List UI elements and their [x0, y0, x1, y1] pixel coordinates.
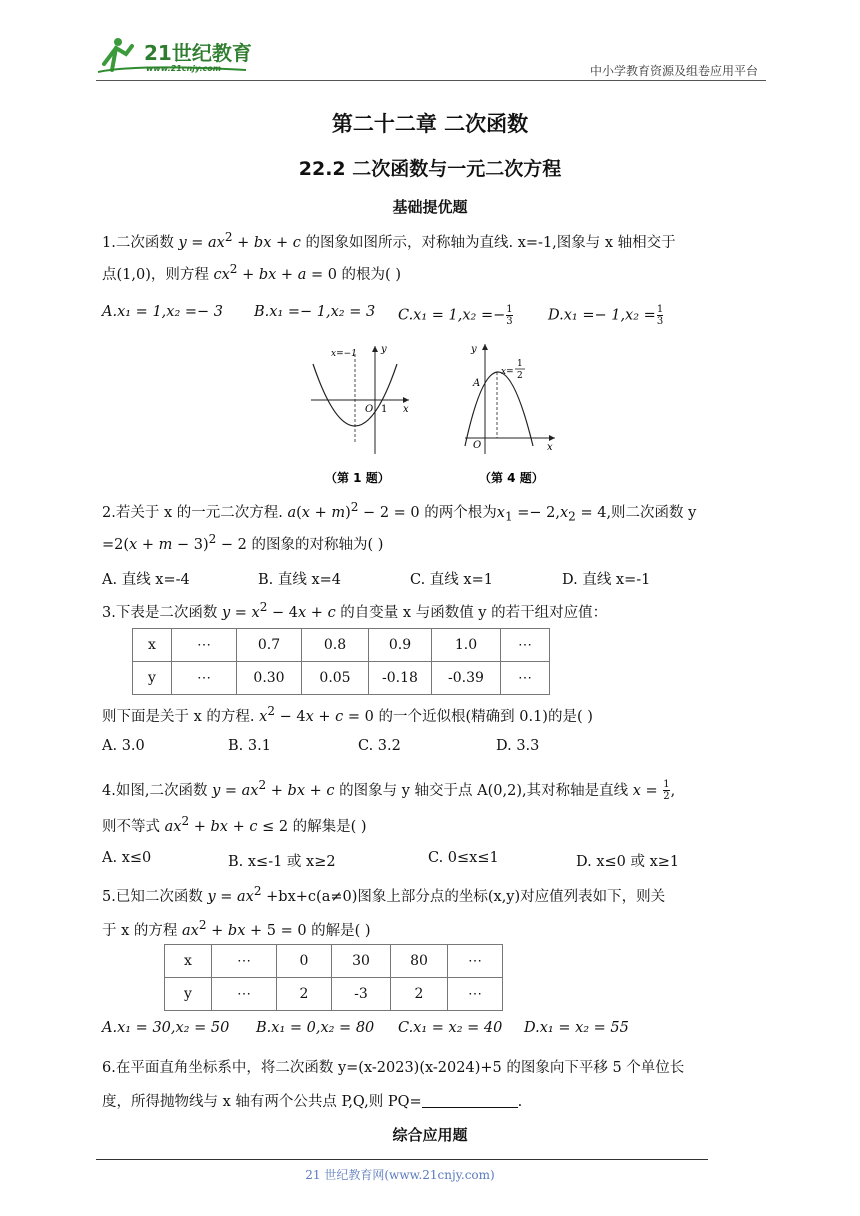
q5-line2: 于 x 的方程 $ax^2$ + bx + 5 = 0 的解是( ): [102, 918, 371, 939]
q6-line1: 6.在平面直角坐标系中，将二次函数 y=(x-2023)(x-2024)+5 的图象向下平移 5 个单位长: [102, 1060, 685, 1076]
q6-line2: 度，所得抛物线与 x 轴有两个公共点 P,Q,则 PQ= .: [102, 1094, 523, 1110]
svg-text:（第 4 题）: （第 4 题）: [479, 471, 544, 485]
q3-line2: 则下面是关于 x 的方程. $x^2 - 4x + c = 0$ 的一个近似根(精确到 0.1)的是( ): [102, 704, 593, 725]
q5-value-table: [164, 944, 503, 1011]
svg-text:x: x: [547, 442, 553, 453]
figures-q1-q4: [305, 342, 565, 490]
q3-value-table: [132, 628, 550, 695]
q1-line1: 1.二次函数 $y = ax^2$ + bx + c 的图象如图所示，对称轴为直线. x=-1,图象与 x 轴相交于: [102, 230, 676, 251]
chapter-title: 第二十二章 二次函数: [331, 112, 529, 136]
svg-text:O: O: [365, 404, 374, 415]
svg-text:x=: x=: [501, 367, 514, 377]
svg-text:x=−1: x=−1: [331, 349, 357, 359]
svg-text:A: A: [473, 378, 481, 389]
svg-text:O: O: [473, 440, 482, 451]
footer-divider: [96, 1159, 708, 1160]
page-header: [96, 30, 766, 81]
svg-text:（第 1 题）: （第 1 题）: [325, 471, 390, 485]
svg-text:21世纪教育: 21世纪教育: [144, 41, 252, 65]
svg-text:y: y: [471, 344, 477, 355]
svg-text:1: 1: [381, 404, 388, 415]
svg-text:1: 1: [517, 359, 523, 369]
answer-blank[interactable]: [422, 1093, 518, 1108]
svg-text:2: 2: [517, 371, 523, 381]
table-row: y ⋯ 0.30 0.05 -0.18 -0.39 ⋯: [133, 662, 550, 695]
svg-text:y: y: [381, 344, 387, 355]
table-row: y ⋯ 2 -3 2 ⋯: [165, 978, 503, 1011]
header-platform-text: 中小学教育资源及组卷应用平台: [589, 64, 758, 78]
q1-line2: 点(1,0)，则方程 $cx^2$ + bx + a = 0 的根为( ): [102, 262, 401, 283]
table-row: x ⋯ 0 30 80 ⋯: [165, 945, 503, 978]
q5-line1: 5.已知二次函数 $y = ax^2 +bx+c(a\ne 0)$图象上部分点的坐标(x,y)对应值列表如下，则关: [102, 884, 666, 905]
subsection-title: 基础提优题: [392, 198, 468, 216]
section-title: 22.2 二次函数与一元二次方程: [298, 158, 562, 180]
q2-line1: 2.若关于 x 的一元二次方程. $a(x + m)^2 - 2 = 0$ 的两个根为$x_1 =- 2,x_2 = 4$,则二次函数 y: [102, 500, 697, 524]
q4-line2: 则不等式 $ax^2$ + bx + c ≤ 2 的解集是( ): [102, 814, 367, 835]
footer-text: 21 世纪教育网(www.21cnjy.com): [305, 1168, 495, 1182]
q4-line1: 4.如图,二次函数 $y = ax^2$ + bx + c 的图象与 y 轴交于点 A(0,2),其对称轴是直线 x = $\frac{1}{2}$ ,: [102, 778, 676, 803]
svg-text:www.21cnjy.com: www.21cnjy.com: [146, 64, 222, 73]
svg-text:x: x: [403, 404, 409, 415]
table-row: x ⋯ 0.7 0.8 0.9 1.0 ⋯: [133, 629, 550, 662]
figure-q1: [311, 344, 409, 485]
logo-21cnjy: [96, 34, 256, 74]
q3-line1: 3.下表是二次函数 $y = x^2 - 4x + c$ 的自变量 x 与函数值 y 的若干组对应值：: [102, 600, 608, 621]
section2-title: 综合应用题: [392, 1126, 468, 1144]
q2-line2: $=2(x + m - 3)^2 - 2$ 的图象的对称轴为( ): [102, 532, 384, 553]
figure-q4: [465, 344, 555, 485]
